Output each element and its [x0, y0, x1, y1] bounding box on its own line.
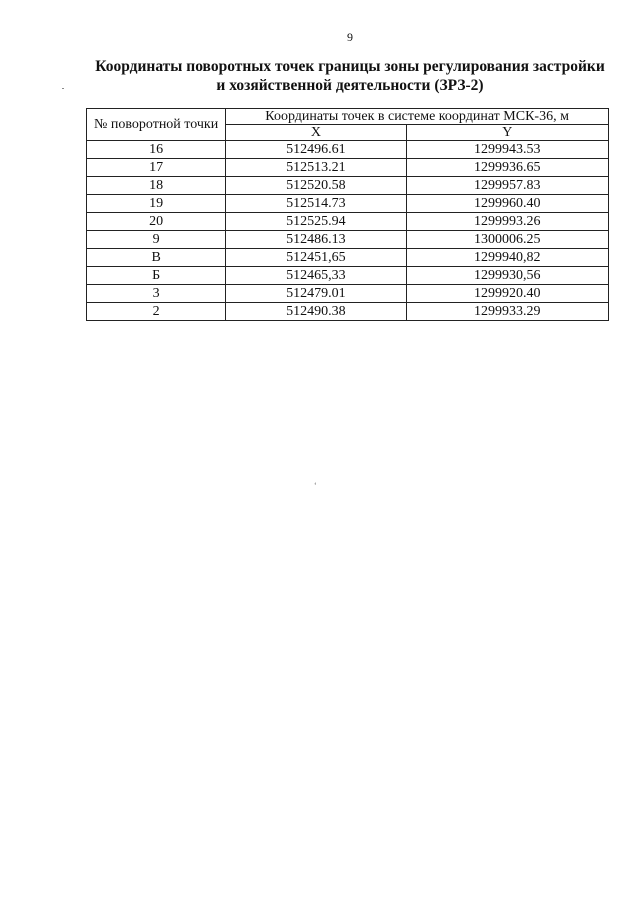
margin-speck	[62, 88, 64, 89]
table-row	[87, 177, 609, 195]
cell-x: 512513.21	[226, 159, 406, 177]
stray-mark: ʻ	[314, 481, 317, 490]
cell-point: 20	[87, 213, 226, 231]
cell-x: 512496.61	[226, 141, 406, 159]
cell-y: 1299936.65	[406, 159, 608, 177]
table-row	[87, 285, 609, 303]
cell-y: 1299957.83	[406, 177, 608, 195]
document-title: Координаты поворотных точек границы зоны регулирования застройки и хозяйственной деятельности (ЗРЗ-2)	[95, 58, 605, 94]
header-x: X	[226, 125, 406, 141]
coordinates-table	[86, 108, 609, 321]
header-point-number: № поворотной точки	[87, 109, 226, 141]
cell-point: 19	[87, 195, 226, 213]
header-y: Y	[406, 125, 608, 141]
cell-x: 512525.94	[226, 213, 406, 231]
cell-x: 512451,65	[226, 249, 406, 267]
header-coordinates: Координаты точек в системе координат МСК-36, м	[226, 109, 609, 125]
table-row	[87, 231, 609, 249]
table-row	[87, 213, 609, 231]
cell-y: 1299933.29	[406, 303, 608, 321]
table-row	[87, 249, 609, 267]
cell-x: 512465,33	[226, 267, 406, 285]
cell-x: 512479.01	[226, 285, 406, 303]
cell-x: 512486.13	[226, 231, 406, 249]
cell-x: 512514.73	[226, 195, 406, 213]
cell-point: 16	[87, 141, 226, 159]
cell-point: Б	[87, 267, 226, 285]
table-row	[87, 159, 609, 177]
cell-y: 1300006.25	[406, 231, 608, 249]
cell-y: 1299940,82	[406, 249, 608, 267]
page-number: 9	[347, 30, 353, 44]
cell-point: 17	[87, 159, 226, 177]
table-row	[87, 303, 609, 321]
cell-point: 9	[87, 231, 226, 249]
cell-y: 1299930,56	[406, 267, 608, 285]
cell-y: 1299993.26	[406, 213, 608, 231]
table-row	[87, 141, 609, 159]
cell-x: 512490.38	[226, 303, 406, 321]
cell-point: 18	[87, 177, 226, 195]
cell-y: 1299960.40	[406, 195, 608, 213]
cell-y: 1299943.53	[406, 141, 608, 159]
cell-x: 512520.58	[226, 177, 406, 195]
cell-y: 1299920.40	[406, 285, 608, 303]
cell-point: 2	[87, 303, 226, 321]
table-row	[87, 267, 609, 285]
cell-point: В	[87, 249, 226, 267]
table-header-row	[87, 109, 609, 125]
cell-point: 3	[87, 285, 226, 303]
table-row	[87, 195, 609, 213]
